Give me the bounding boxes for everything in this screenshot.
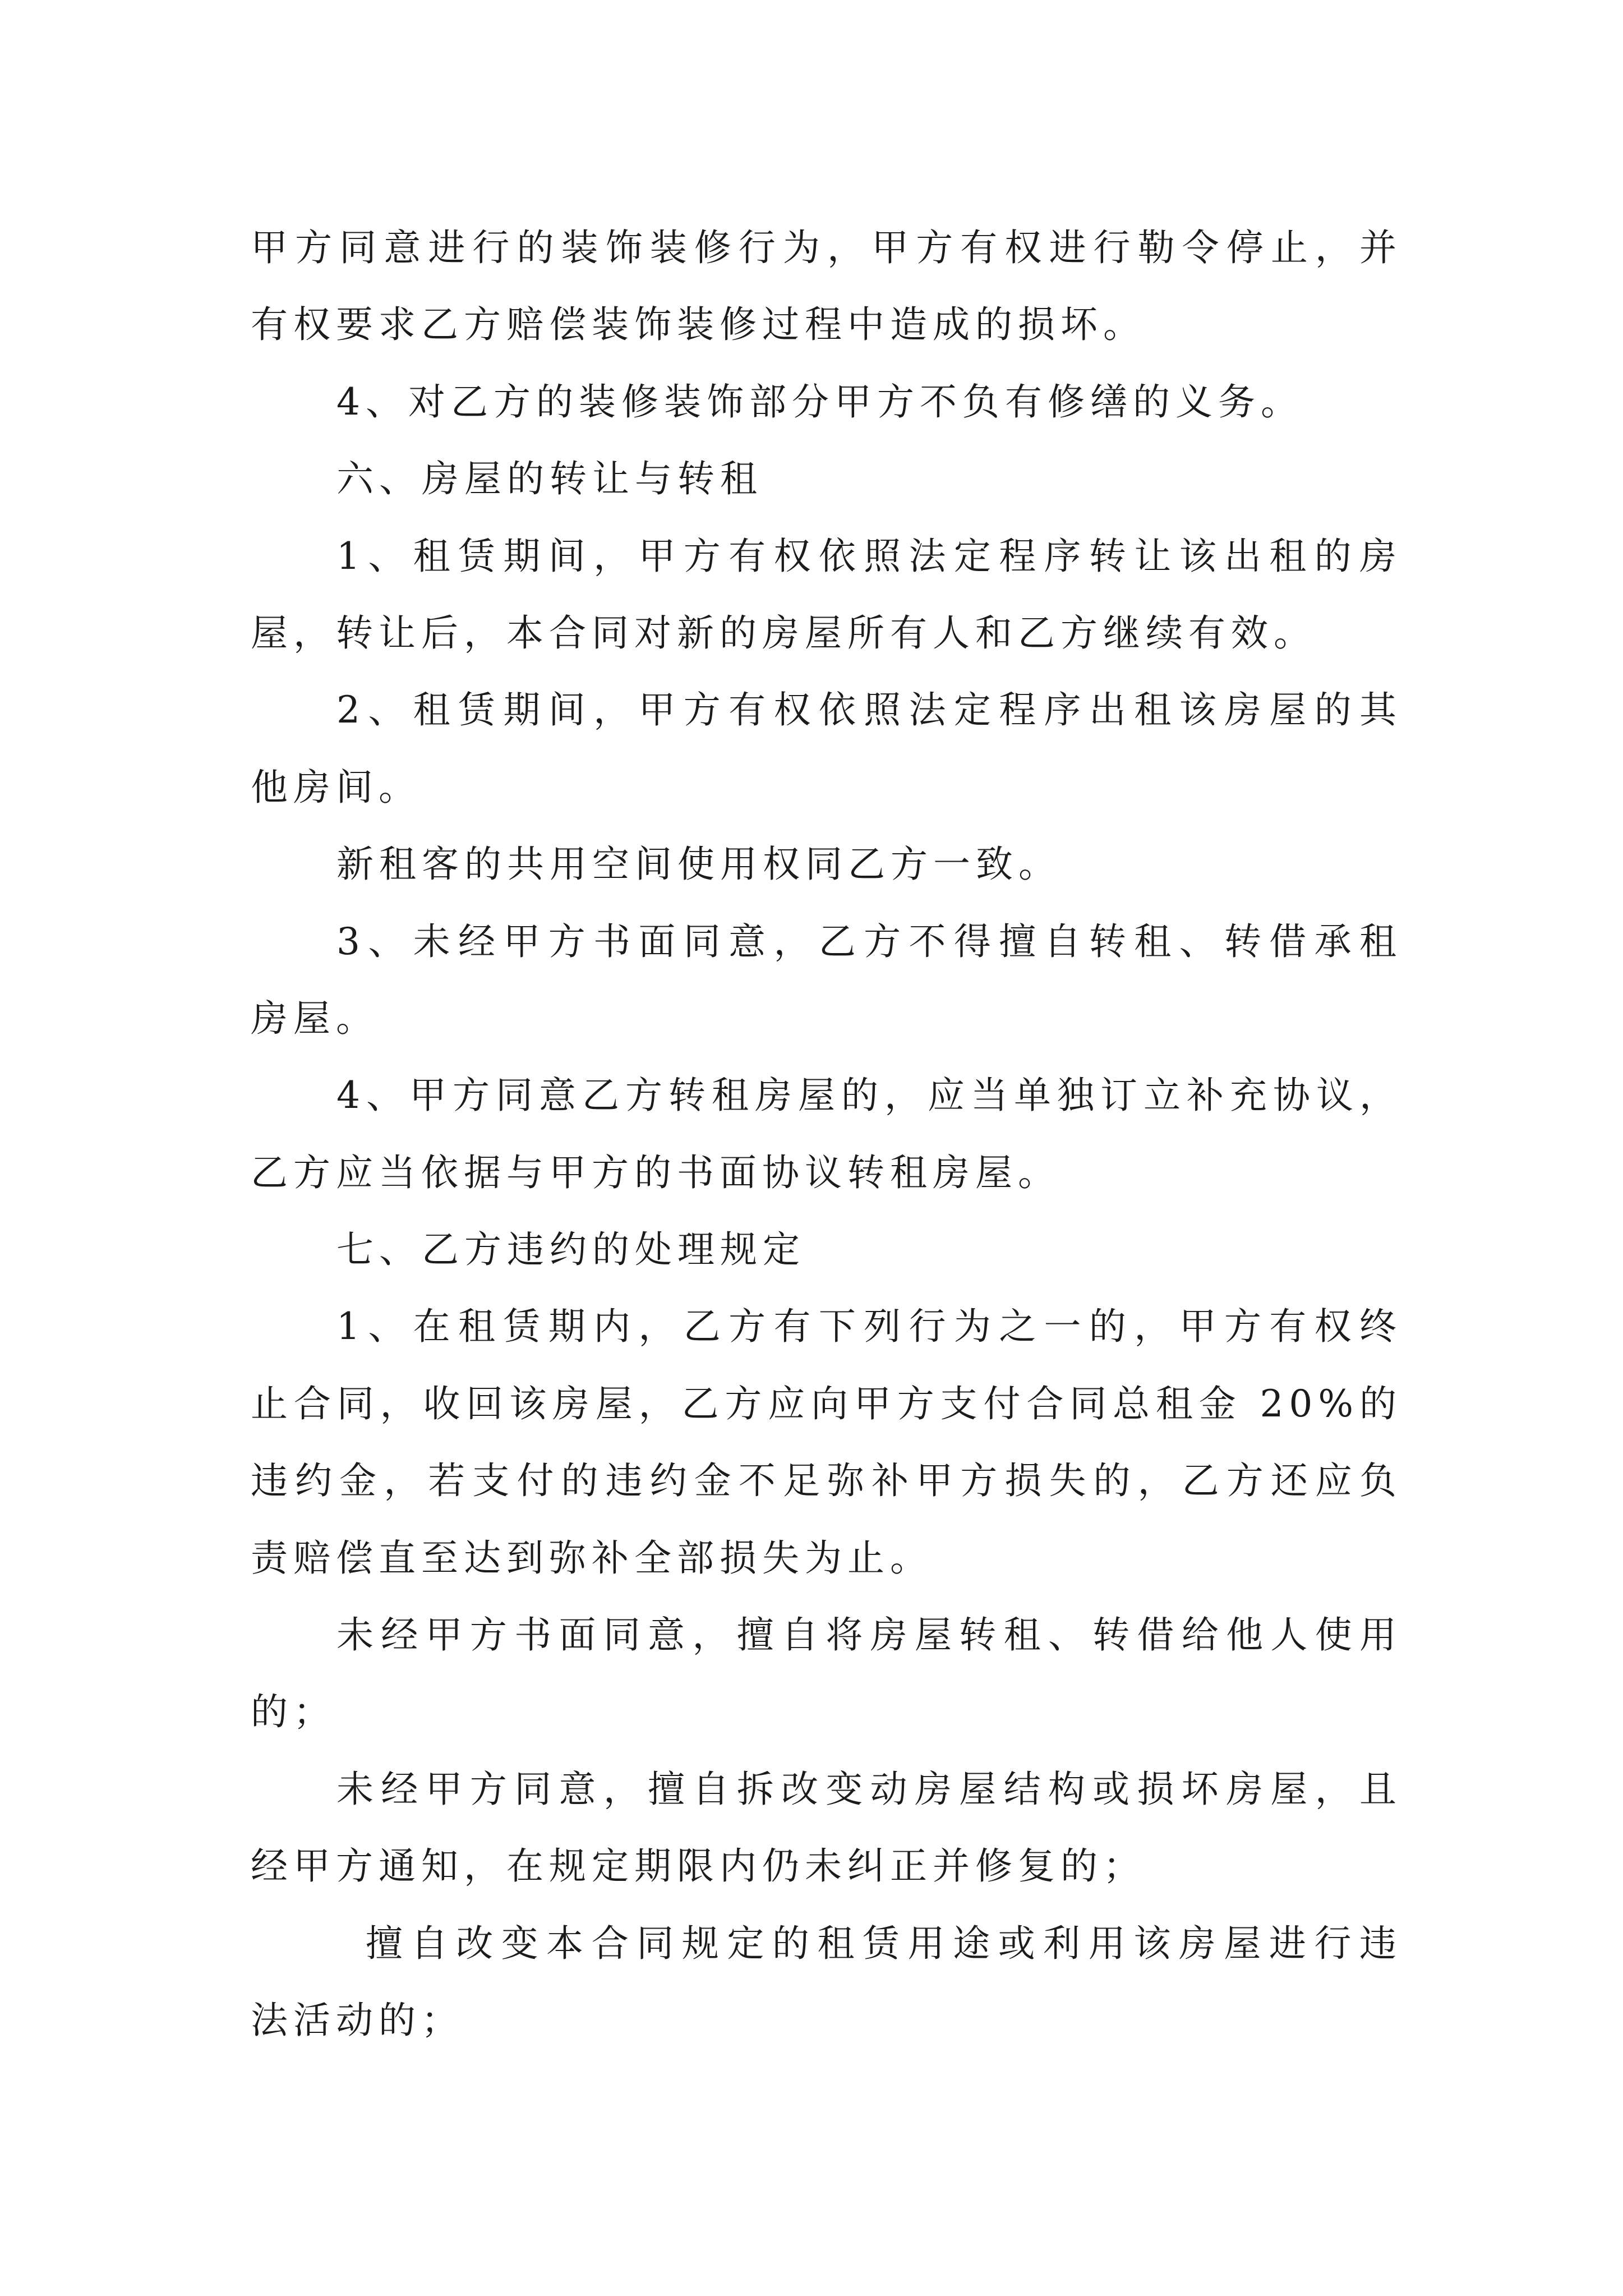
paragraph-line: 房屋。 (251, 996, 379, 1040)
paragraph-line: 未经甲方同意，擅自拆改变动房屋结构或损坏房屋，且 (336, 1767, 1402, 1811)
paragraph-line: 1、在租赁期内，乙方有下列行为之一的，甲方有权终 (336, 1305, 1402, 1349)
paragraph-line: 他房间。 (251, 765, 421, 809)
paragraph-line: 擅自改变本合同规定的租赁用途或利用该房屋进行违 (366, 1921, 1402, 1965)
paragraph-line: 未经甲方书面同意，擅自将房屋转租、转借给他人使用 (336, 1613, 1402, 1657)
paragraph (251, 1288, 1402, 1596)
paragraph-line: 乙方应当依据与甲方的书面协议转租房屋。 (251, 1151, 1061, 1194)
paragraph (251, 903, 1402, 1057)
paragraph-line: 屋，转让后，本合同对新的房屋所有人和乙方继续有效。 (251, 611, 1316, 655)
paragraph (251, 1751, 1402, 1905)
paragraph-line: 责赔偿直至达到弥补全部损失为止。 (251, 1536, 933, 1580)
section-heading (251, 440, 1402, 517)
paragraph-line: 违约金，若支付的违约金不足弥补甲方损失的，乙方还应负 (251, 1459, 1402, 1503)
paragraph (251, 1905, 1402, 2059)
paragraph (251, 1057, 1402, 1211)
paragraph (251, 209, 1402, 364)
paragraph-line: 新租客的共用空间使用权同乙方一致。 (336, 843, 1061, 886)
paragraph (251, 671, 1402, 826)
paragraph-line: 止合同，收回该房屋，乙方应向甲方支付合同总租金 20%的 (251, 1382, 1402, 1425)
paragraph (251, 1596, 1402, 1751)
section-heading (251, 1211, 1402, 1288)
document-page (251, 209, 1402, 2059)
paragraph-line: 经甲方通知，在规定期限内仍未纠正并修复的； (251, 1844, 1146, 1888)
paragraph-line: 4、甲方同意乙方转租房屋的，应当单独订立补充协议， (336, 1074, 1402, 1117)
section-heading-text: 六、房屋的转让与转租 (336, 457, 763, 501)
paragraph-line: 法活动的； (251, 1998, 464, 2042)
paragraph-line: 1、租赁期间，甲方有权依照法定程序转让该出租的房 (336, 534, 1402, 578)
paragraph-line: 甲方同意进行的装饰装修行为，甲方有权进行勒令停止，并 (251, 226, 1402, 269)
paragraph-line: 的； (251, 1690, 336, 1734)
paragraph-line: 3、未经甲方书面同意，乙方不得擅自转租、转借承租 (336, 919, 1402, 963)
paragraph-line: 2、租赁期间，甲方有权依照法定程序出租该房屋的其 (336, 688, 1402, 732)
paragraph-line: 4、对乙方的装修装饰部分甲方不负有修缮的义务。 (336, 380, 1303, 424)
section-heading-text: 七、乙方违约的处理规定 (336, 1228, 805, 1272)
paragraph (251, 364, 1402, 440)
paragraph (251, 826, 1402, 903)
paragraph (251, 518, 1402, 672)
paragraph-line: 有权要求乙方赔偿装饰装修过程中造成的损坏。 (251, 303, 1146, 347)
